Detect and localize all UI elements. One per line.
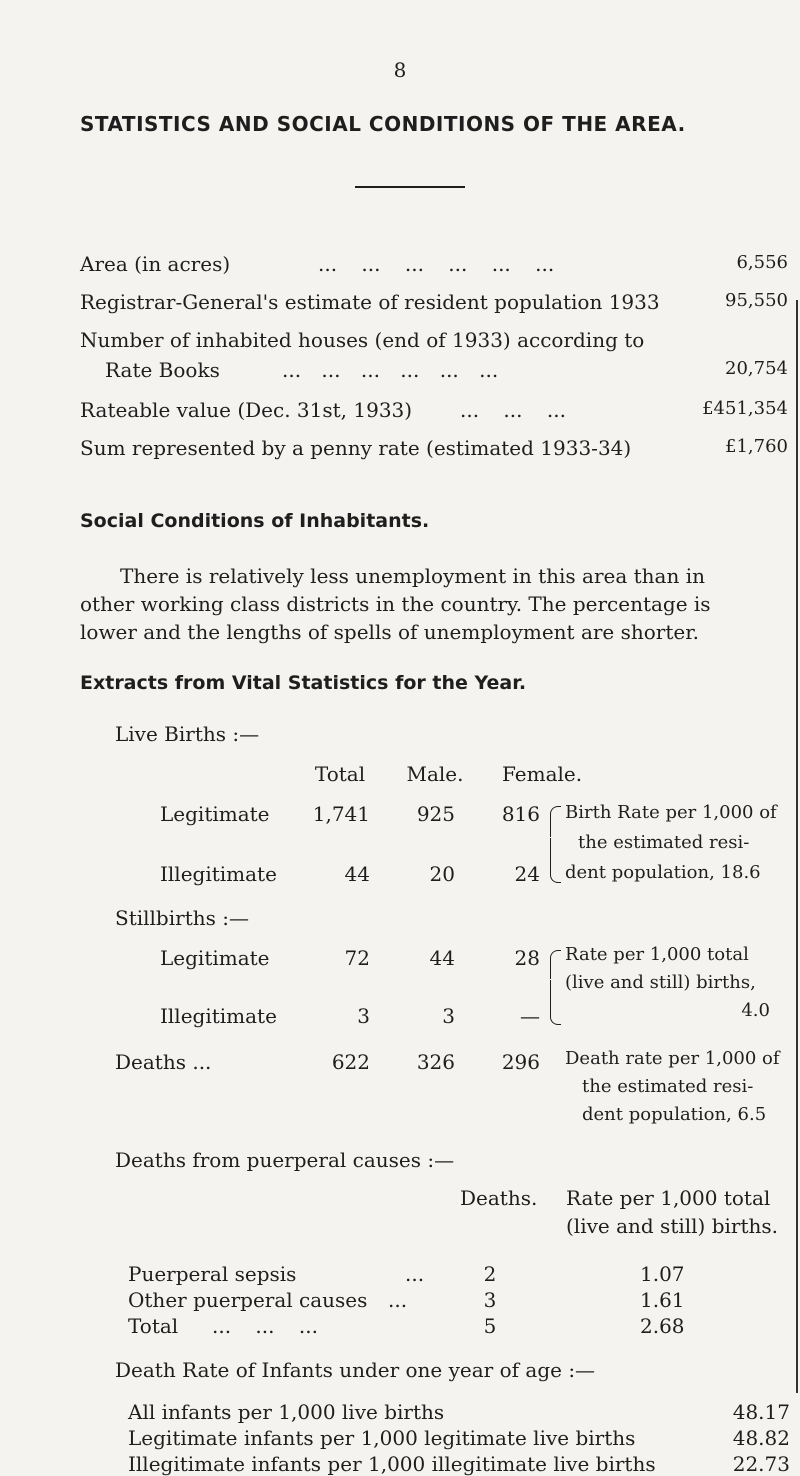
- social-heading: Social Conditions of Inhabitants.: [80, 510, 430, 532]
- stillbirth-rate-note: Rate per 1,000 total: [565, 944, 749, 965]
- row-label: Legitimate: [160, 946, 270, 970]
- social-paragraph-line: other working class districts in the country. The percentage is: [80, 592, 711, 616]
- leader-dots: ... ... ...: [460, 398, 566, 422]
- col-header-male: Male.: [406, 762, 464, 786]
- cell-female: 816: [501, 802, 540, 826]
- cell-male: 925: [416, 802, 455, 826]
- leader-dots: ...: [388, 1288, 408, 1312]
- col-header-deaths: Deaths.: [460, 1186, 538, 1210]
- leader-dots: ...: [405, 1262, 425, 1286]
- cell-female: 28: [514, 946, 540, 970]
- row-label: Legitimate: [160, 802, 270, 826]
- death-rate-note: dent population, 6.5: [582, 1104, 767, 1125]
- infant-heading: Death Rate of Infants under one year of age :—: [115, 1358, 596, 1382]
- col-header-rate: (live and still) births.: [566, 1214, 779, 1238]
- death-rate-note: Death rate per 1,000 of: [565, 1048, 780, 1069]
- infant-row-label: All infants per 1,000 live births: [128, 1400, 445, 1424]
- page-number: 8: [393, 58, 407, 82]
- title-divider: [355, 186, 465, 188]
- puerperal-heading: Deaths from puerperal causes :—: [115, 1148, 455, 1172]
- cell-rate: 2.68: [640, 1314, 685, 1338]
- infant-row-value: 48.17: [732, 1400, 790, 1424]
- cell-rate: 1.07: [640, 1262, 685, 1286]
- row-label: Puerperal sepsis: [128, 1262, 297, 1286]
- brace: [550, 980, 561, 1025]
- cell-female: 24: [514, 862, 540, 886]
- death-rate-note: the estimated resi-: [582, 1076, 754, 1097]
- page-edge: [796, 300, 798, 1393]
- infant-row-label: Legitimate infants per 1,000 legitimate live births: [128, 1426, 636, 1450]
- cell-total: 1,741: [312, 802, 370, 826]
- summary-label: Number of inhabited houses (end of 1933) according to: [80, 328, 645, 352]
- cell-rate: 1.61: [640, 1288, 685, 1312]
- brace: [550, 838, 561, 883]
- birth-rate-note: the estimated resi-: [578, 832, 750, 853]
- cell-male: 326: [416, 1050, 455, 1074]
- summary-value: £1,760: [725, 436, 788, 457]
- col-header-rate: Rate per 1,000 total: [566, 1186, 771, 1210]
- cell-total: 44: [344, 862, 370, 886]
- brace: [550, 950, 561, 979]
- cell-female: 296: [501, 1050, 540, 1074]
- col-header-female: Female.: [502, 762, 583, 786]
- stillbirth-rate-note: (live and still) births,: [565, 972, 756, 993]
- cell-male: 3: [442, 1004, 455, 1028]
- page-title: STATISTICS AND SOCIAL CONDITIONS OF THE AREA.: [80, 112, 686, 136]
- brace: [550, 806, 561, 837]
- summary-value: 20,754: [725, 358, 788, 379]
- infant-row-value: 22.73: [732, 1452, 790, 1476]
- leader-dots: ... ... ... ... ... ...: [318, 252, 555, 276]
- leader-dots: ... ... ...: [212, 1314, 318, 1338]
- infant-row-value: 48.82: [732, 1426, 790, 1450]
- cell-male: 20: [429, 862, 455, 886]
- summary-label: Registrar-General's estimate of resident population 1933: [80, 290, 660, 314]
- birth-rate-note: dent population, 18.6: [565, 862, 761, 883]
- live-births-label: Live Births :—: [115, 722, 260, 746]
- summary-value: £451,354: [702, 398, 788, 419]
- summary-value: 6,556: [736, 252, 788, 273]
- vital-heading: Extracts from Vital Statistics for the Year.: [80, 672, 527, 694]
- leader-dots: ... ... ... ... ... ...: [282, 358, 499, 382]
- row-label: Illegitimate: [160, 862, 277, 886]
- cell-deaths: 2: [483, 1262, 497, 1286]
- summary-label-cont: Rate Books: [105, 358, 220, 382]
- social-paragraph-line: There is relatively less unemployment in this area than in: [120, 564, 705, 588]
- row-label: Total: [128, 1314, 179, 1338]
- summary-label: Rateable value (Dec. 31st, 1933): [80, 398, 413, 422]
- cell-female: —: [520, 1004, 540, 1028]
- col-header-total: Total: [314, 762, 366, 786]
- row-label: Deaths ...: [115, 1050, 212, 1074]
- infant-row-label: Illegitimate infants per 1,000 illegitimate live births: [128, 1452, 656, 1476]
- cell-male: 44: [429, 946, 455, 970]
- summary-value: 95,550: [725, 290, 788, 311]
- cell-total: 3: [357, 1004, 370, 1028]
- stillbirth-rate-note: 4.0: [741, 1000, 770, 1021]
- cell-total: 72: [344, 946, 370, 970]
- row-label: Illegitimate: [160, 1004, 277, 1028]
- cell-deaths: 5: [483, 1314, 497, 1338]
- birth-rate-note: Birth Rate per 1,000 of: [565, 802, 777, 823]
- row-label: Other puerperal causes: [128, 1288, 368, 1312]
- summary-label: Area (in acres): [80, 252, 231, 276]
- stillbirths-label: Stillbirths :—: [115, 906, 249, 930]
- summary-label: Sum represented by a penny rate (estimated 1933-34): [80, 436, 632, 460]
- social-paragraph-line: lower and the lengths of spells of unemployment are shorter.: [80, 620, 699, 644]
- cell-deaths: 3: [483, 1288, 497, 1312]
- cell-total: 622: [331, 1050, 370, 1074]
